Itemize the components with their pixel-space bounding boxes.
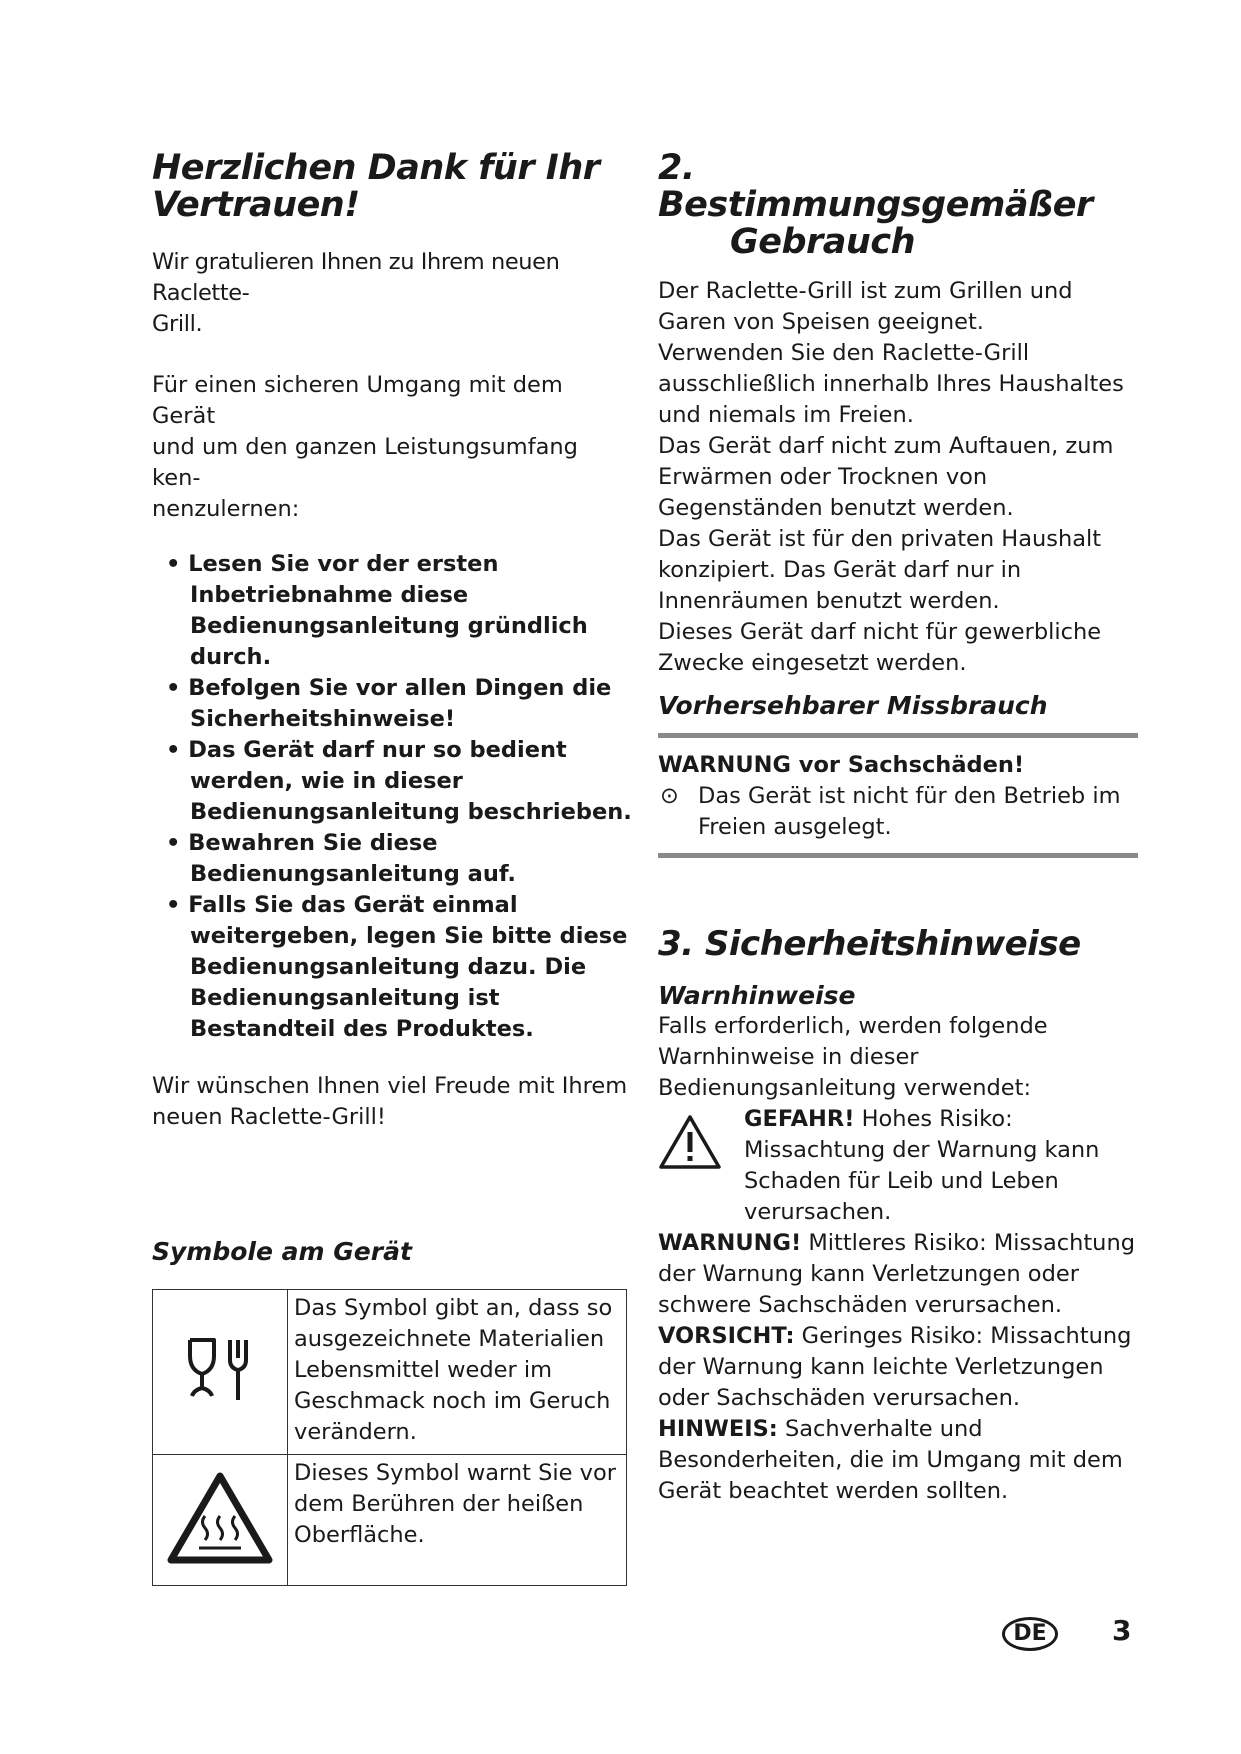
- table-cell-icon: [153, 1290, 288, 1455]
- list-item: • Befolgen Sie vor allen Dingen die Sicherheitshinweise!: [166, 675, 612, 732]
- intro-paragraph: Wir gratulieren Ihnen zu Ihrem neuen Raclette- Grill.: [152, 249, 560, 337]
- warning-box-title: WARNUNG vor Sachschäden!: [658, 752, 1025, 778]
- section-3-title: 3. Sicherheitshinweise: [658, 924, 1081, 964]
- danger-label: GEFAHR!: [744, 1106, 855, 1132]
- misuse-heading: Vorhersehbarer Missbrauch: [658, 691, 1048, 720]
- list-item: • Das Gerät darf nur so bedient werden, wie in dieser Bedienungsanleitung beschrieben.: [166, 737, 632, 825]
- warning-label: WARNUNG!: [658, 1230, 802, 1256]
- intended-use-text: [658, 276, 1138, 679]
- right-column: [658, 150, 1138, 1507]
- instructions-list: [152, 549, 632, 1045]
- closing-paragraph: Wir wünschen Ihnen viel Freude mit Ihrem neuen Raclette-Grill!: [152, 1073, 628, 1130]
- paragraph: Das Gerät ist für den privaten Haushalt konzipiert. Das Gerät darf nur in Innenräumen benutzt werden.: [658, 526, 1102, 614]
- notice-level: HINWEIS: Sachverhalte und Besonderheiten, die im Umgang mit dem Gerät beachtet werden sollten.: [658, 1416, 1123, 1504]
- paragraph: Verwenden Sie den Raclette-Grill ausschließlich innerhalb Ihres Haushaltes und niemals im Freien.: [658, 340, 1124, 428]
- page-title: Herzlichen Dank für Ihr Vertrauen!: [152, 148, 600, 225]
- caution-level: VORSICHT: Geringes Risiko: Missachtung der Warnung kann leichte Verletzungen oder Sachschäden verursachen.: [658, 1323, 1132, 1411]
- table-cell-icon: [153, 1455, 288, 1586]
- symbols-table: [152, 1289, 627, 1586]
- list-item: • Bewahren Sie diese Bedienungsanleitung auf.: [166, 830, 516, 887]
- paragraph: Das Gerät darf nicht zum Auftauen, zum Erwärmen oder Trocknen von Gegenständen benutzt werden.: [658, 433, 1114, 521]
- warning-box: [658, 738, 1138, 853]
- list-item: • Falls Sie das Gerät einmal weitergeben, legen Sie bitte diese Bedienungsanleitung dazu. Die Bedienungsanleitung ist Bestandteil des Produktes.: [166, 892, 628, 1042]
- warning-level: WARNUNG! Mittleres Risiko: Missachtung der Warnung kann Verletzungen oder schwere Sachschäden verursachen.: [658, 1230, 1135, 1318]
- warning-box-item: ⊙ Das Gerät ist nicht für den Betrieb im Freien ausgelegt.: [660, 783, 1121, 840]
- notice-label: HINWEIS:: [658, 1416, 778, 1442]
- table-cell-text: Das Symbol gibt an, dass so ausgezeichnete Materialien Lebensmittel weder im Geschmack noch im Geruch verändern.: [288, 1290, 627, 1455]
- warnings-intro: Falls erforderlich, werden folgende Warnhinweise in dieser Bedienungsanleitung verwendet:: [658, 1013, 1048, 1101]
- paragraph: Dieses Gerät darf nicht für gewerbliche Zwecke eingesetzt werden.: [658, 619, 1102, 676]
- danger-level: GEFAHR! Hohes Risiko: Missachtung der Warnung kann Schaden für Leib und Leben verursachen.: [658, 1104, 1138, 1228]
- symbols-heading: Symbole am Gerät: [152, 1237, 412, 1266]
- hot-surface-warning-icon: [165, 1470, 275, 1566]
- caution-label: VORSICHT:: [658, 1323, 795, 1349]
- page-number: 3: [1112, 1614, 1132, 1647]
- target-bullet-icon: ⊙: [660, 783, 679, 809]
- table-cell-text: Dieses Symbol warnt Sie vor dem Berühren der heißen Oberfläche.: [288, 1455, 627, 1586]
- language-badge: DE: [1002, 1617, 1058, 1651]
- list-item: • Lesen Sie vor der ersten Inbetriebnahme diese Bedienungsanleitung gründlich durch.: [166, 551, 588, 670]
- warnings-heading: Warnhinweise: [658, 981, 856, 1010]
- safety-intro-paragraph: Für einen sicheren Umgang mit dem Gerät und um den ganzen Leistungsumfang ken- nenzulernen:: [152, 372, 578, 522]
- warning-triangle-icon: [658, 1114, 722, 1170]
- table-row: [153, 1455, 627, 1586]
- paragraph: Der Raclette-Grill ist zum Grillen und Garen von Speisen geeignet.: [658, 278, 1073, 335]
- table-row: [153, 1290, 627, 1455]
- section-2-title: 2. Bestimmungsgemäßer Gebrauch: [658, 148, 1093, 262]
- left-column: [152, 150, 632, 1586]
- food-safe-glass-fork-icon: [180, 1330, 260, 1410]
